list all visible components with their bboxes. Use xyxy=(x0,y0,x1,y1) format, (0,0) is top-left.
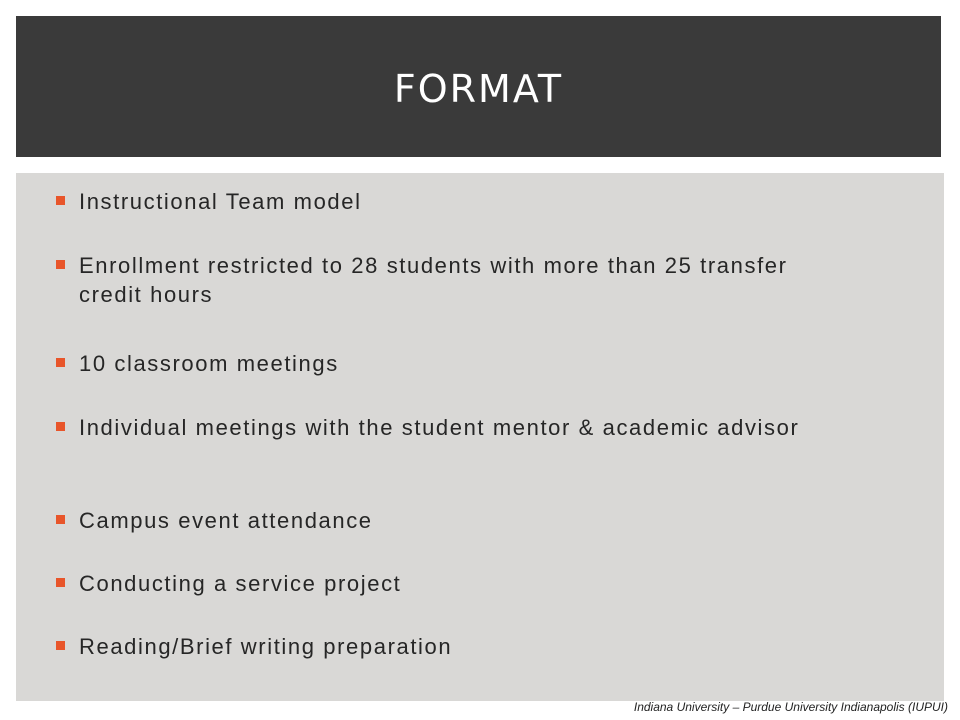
square-bullet-icon xyxy=(56,578,65,587)
footer-attribution: Indiana University – Purdue University Indianapolis (IUPUI) xyxy=(633,700,948,714)
bullet-text: Reading/Brief writing preparation xyxy=(79,634,453,659)
square-bullet-icon xyxy=(56,422,65,431)
bullet-item xyxy=(56,413,856,442)
bullet-item xyxy=(56,349,856,378)
bullet-item xyxy=(56,251,856,309)
bullet-text: 10 classroom meetings xyxy=(79,351,339,376)
bullet-item xyxy=(56,569,856,598)
bullet-panel xyxy=(16,173,944,701)
square-bullet-icon xyxy=(56,515,65,524)
bullet-item xyxy=(56,632,856,661)
bullet-text: Campus event attendance xyxy=(79,508,373,533)
bullet-text: Enrollment restricted to 28 students with more than 25 transfer credit hours xyxy=(79,253,788,307)
square-bullet-icon xyxy=(56,641,65,650)
title-bar xyxy=(16,16,941,157)
bullet-item xyxy=(56,187,856,216)
bullet-item xyxy=(56,506,856,535)
square-bullet-icon xyxy=(56,196,65,205)
bullet-text: Individual meetings with the student mentor & academic advisor xyxy=(79,415,800,440)
slide-title: FORMAT xyxy=(393,66,564,111)
square-bullet-icon xyxy=(56,358,65,367)
square-bullet-icon xyxy=(56,260,65,269)
bullet-text: Conducting a service project xyxy=(79,571,402,596)
bullet-text: Instructional Team model xyxy=(79,189,362,214)
